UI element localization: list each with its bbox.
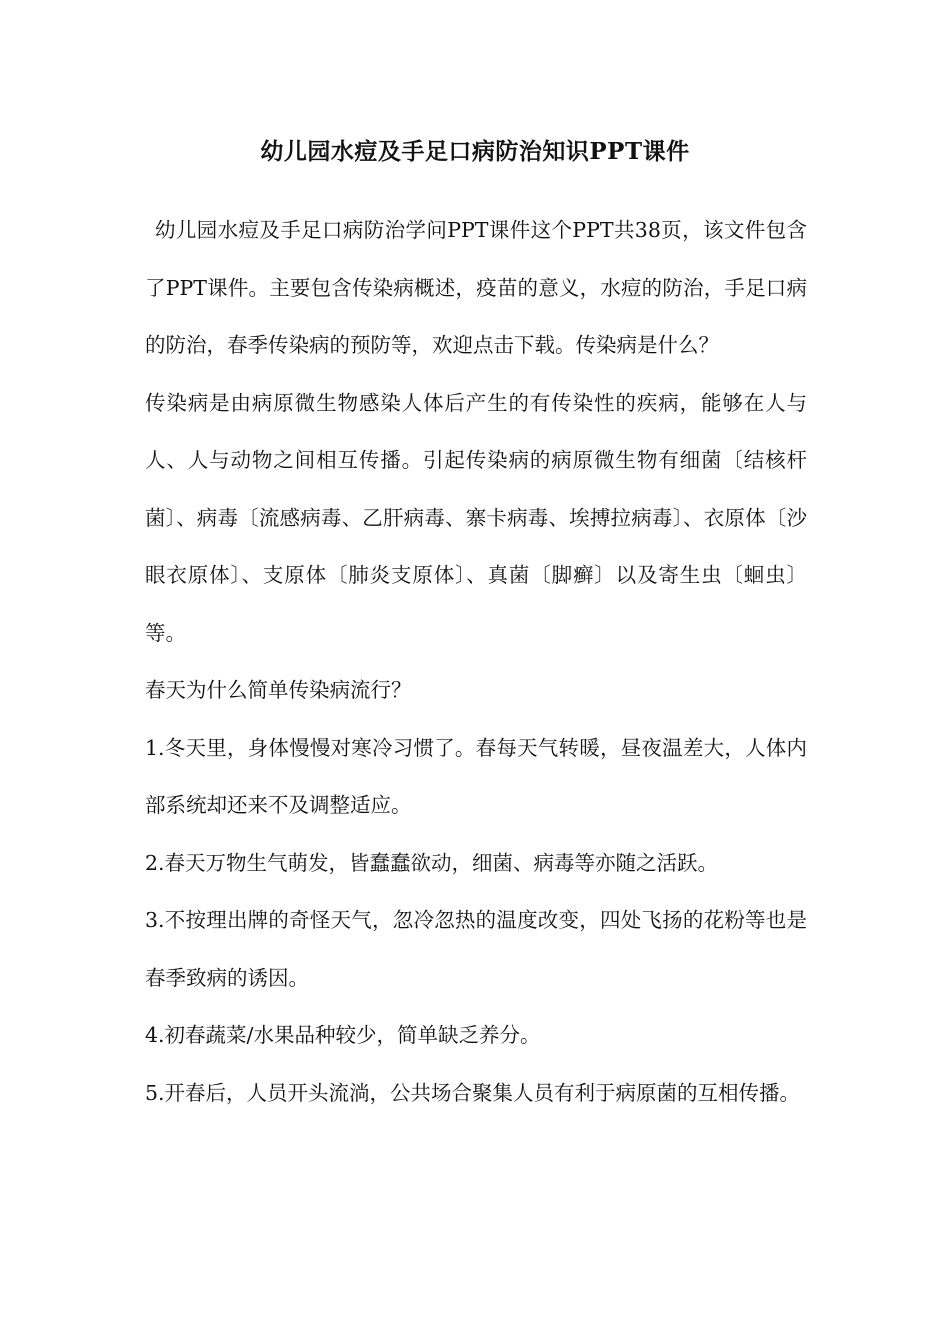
paragraph-intro: 幼儿园水痘及手足口病防治学问PPT课件这个PPT共38页，该文件包含了PPT课件。主要包含传染病概述，疫苗的意义，水痘的防治，手足口病的防治，春季传染病的预防等，欢迎点击下载。传染病是什么？: [145, 218, 807, 357]
list-item-5: 5.开春后，人员开头流淌，公共场合聚集人员有利于病原菌的互相传播。: [145, 1080, 801, 1105]
list-item-1: 1.冬天里，身体慢慢对寒冷习惯了。春每天气转暖，昼夜温差大，人体内部系统却还来不及调整适应。: [145, 735, 807, 817]
document-title: 幼儿园水痘及手足口病防治知识PPT课件: [260, 138, 690, 165]
list-item-4: 4.初春蔬菜/水果品种较少，简单缺乏养分。: [145, 1023, 541, 1047]
list-item-2: 2.春天万物生气萌发，皆蠢蠢欲动，细菌、病毒等亦随之活跃。: [145, 850, 719, 875]
list-item-3: 3.不按理出牌的奇怪天气，忽冷忽热的温度改变，四处飞扬的花粉等也是春季致病的诱因。: [145, 908, 807, 990]
paragraph-question: 春天为什么简单传染病流行？: [145, 678, 412, 702]
paragraph-definition: 传染病是由病原微生物感染人体后产生的有传染性的疾病，能够在人与人、人与动物之间相互传播。引起传染病的病原微生物有细菌〔结核杆菌〕、病毒〔流感病毒、乙肝病毒、寨卡病毒、埃搏拉病毒〕、衣原体〔沙眼衣原体〕、支原体〔肺炎支原体〕、真菌〔脚癣〕以及寄生虫〔蛔虫〕等。: [145, 390, 807, 645]
document-body: [145, 202, 807, 1122]
